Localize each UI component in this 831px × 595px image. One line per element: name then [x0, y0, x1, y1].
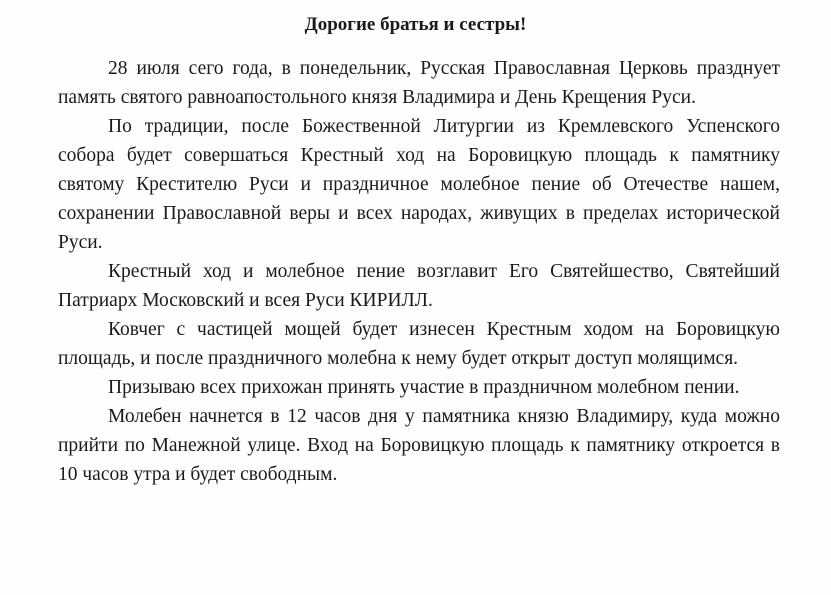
letter-heading: Дорогие братья и сестры! — [304, 14, 527, 35]
paragraph-invitation: Призываю всех прихожан принять участие в праздничном молебном пении. — [108, 377, 740, 398]
letter-body — [58, 54, 780, 489]
paragraph-patriarch-leads: Крестный ход и молебное пение возглавит Его Святейшество, Святейший Патриарх Московский и всея Руси КИРИЛЛ. — [58, 261, 780, 311]
paragraph-feast-announcement: 28 июля сего года, в понедельник, Русская Православная Церковь празднует память святого равноапостольного князя Владимира и День Крещения Руси. — [58, 58, 780, 108]
paragraph-schedule-access: Молебен начнется в 12 часов дня у памятника князю Владимиру, куда можно прийти по Манежной улице. Вход на Боровицкую площадь к памятнику откроется в 10 часов утра и будет свободным. — [58, 406, 780, 485]
paragraph-procession-description: По традиции, после Божественной Литургии из Кремлевского Успенского собора будет совершаться Крестный ход на Боровицкую площадь к памятнику святому Крестителю Руси и праздничное молебное пение об Отечестве нашем, сохранении Православной веры и всех народах, живущих в пределах исторической Руси. — [58, 116, 780, 253]
paragraph-relics-ark: Ковчег с частицей мощей будет изнесен Крестным ходом на Боровицкую площадь, и после праздничного молебна к нему будет открыт доступ молящимся. — [58, 319, 780, 369]
